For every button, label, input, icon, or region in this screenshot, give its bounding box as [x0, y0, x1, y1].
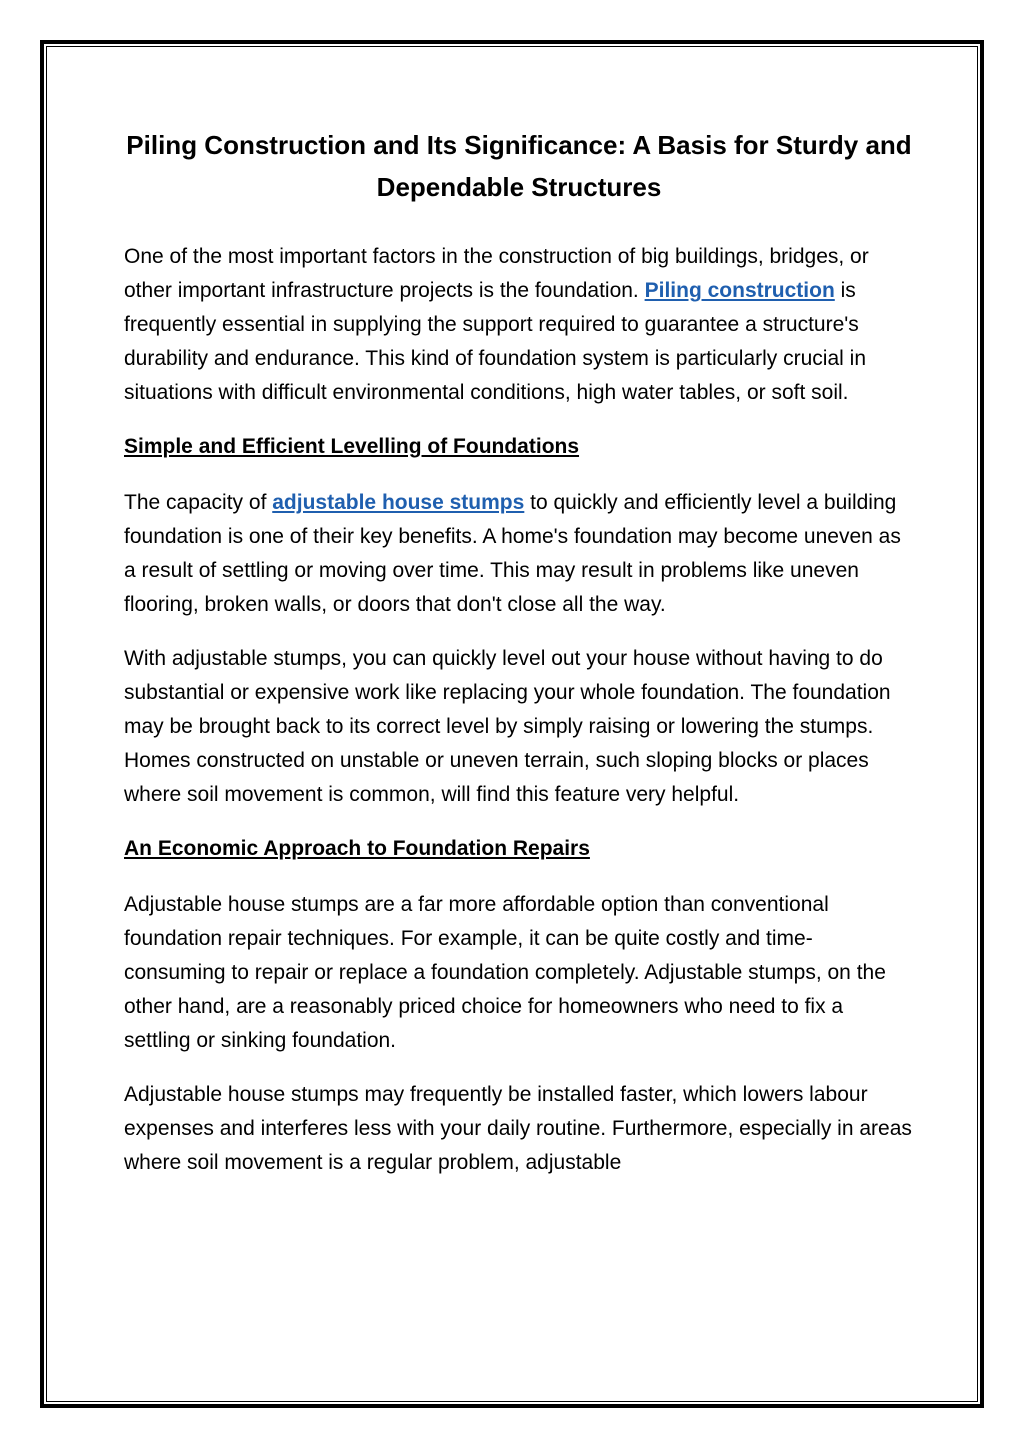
document-title: Piling Construction and Its Significance: A Basis for Sturdy and Dependable Structures — [126, 130, 912, 202]
intro-paragraph — [124, 240, 914, 410]
levelling-paragraph-2: With adjustable stumps, you can quickly level out your house without having to do substantial or expensive work like replacing your whole foundation. The foundation may be brought back to its correct level by simply raising or lowering the stumps. Homes constructed on unstable or uneven terrain, such sloping blocks or places where soil movement is common, will find this feature very helpful. — [124, 647, 891, 806]
piling-construction-link[interactable]: Piling construction — [644, 279, 835, 302]
section-heading-levelling: Simple and Efficient Levelling of Foundations — [124, 435, 580, 458]
adjustable-house-stumps-link[interactable]: adjustable house stumps — [272, 491, 525, 514]
economic-paragraph-1: Adjustable house stumps are a far more affordable option than conventional foundation repair techniques. For example, it can be quite costly and time-consuming to repair or replace a foundation completely. Adjustable stumps, on the other hand, are a reasonably priced choice for homeowners who need to fix a settling or sinking foundation. — [124, 893, 886, 1052]
section-heading-economic: An Economic Approach to Foundation Repairs — [124, 837, 590, 860]
document-body — [124, 124, 914, 1200]
levelling-text-end: to quickly and efficiently level a building foundation is one of their key benefits. A home's foundation may become uneven as a result of settling or moving over time. This may result in problems like uneven flooring, broken walls, or doors that don't close all the way. — [124, 491, 901, 616]
levelling-paragraph-1 — [124, 486, 914, 622]
intro-text-start: One of the most important factors in the construction of big buildings, bridges, or other important infrastructure projects is the foundation. — [124, 245, 869, 302]
economic-paragraph-2: Adjustable house stumps may frequently be installed faster, which lowers labour expenses and interferes less with your daily routine. Furthermore, especially in areas where soil movement is a regular problem, adjustable — [124, 1083, 912, 1174]
levelling-text-start: The capacity of — [124, 491, 273, 514]
intro-text-end: is frequently essential in supplying the support required to guarantee a structure's durability and endurance. This kind of foundation system is particularly crucial in situations with difficult environmental conditions, high water tables, or soft soil. — [124, 279, 866, 404]
